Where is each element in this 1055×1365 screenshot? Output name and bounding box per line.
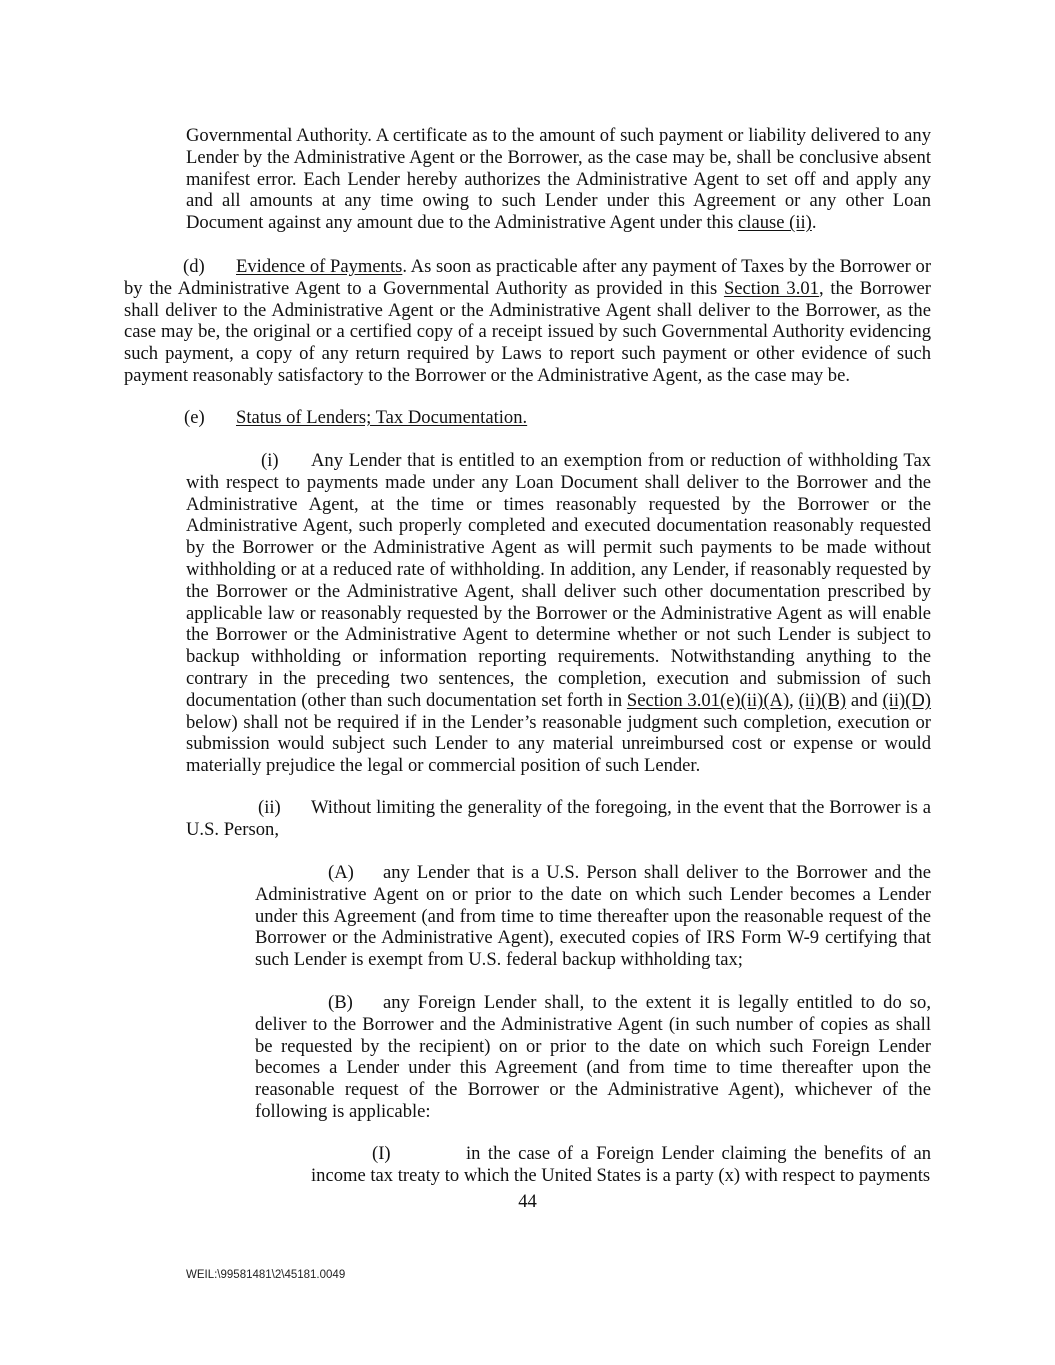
section-reference-link: Section 3.01(e)(ii)(A): [626, 689, 790, 711]
paragraph-text: Governmental Authority. A certificate as to the amount of such payment or liability delivered to any Lender by the Administrative Agent or the Borrower, as the case may be, shall be conclusive absent manifest error. Each Lender hereby authorizes the Administrative Agent to set off and apply any and all amounts at any time owing to such Lender under this Agreement or any other Loan Document against any amount due to the Administrative Agent under this: [186, 125, 931, 234]
separator-text: and: [846, 689, 883, 711]
clause-reference-link: clause (ii): [738, 212, 812, 234]
paragraph-A: [255, 862, 931, 971]
paragraph-text: , the Borrower shall deliver to the Administrative Agent or the Administrative Agent shall deliver to the Borrower, as the case may be, the original or a certified copy of a receipt issued by such Governmental Authority evidencing such payment, a copy of any return required by Laws to report such payment or other evidence of such payment reasonably satisfactory to the Borrower or the Administrative Agent, as the case may be.: [124, 277, 931, 386]
paragraph-text: Without limiting the generality of the foregoing, in the event that the Borrower is a U.S. Person,: [186, 797, 931, 840]
paragraph-label: (B): [328, 992, 353, 1013]
paragraph-B: [255, 992, 931, 1123]
paragraph-label: (d): [183, 256, 205, 277]
paragraph-label: (I): [372, 1143, 391, 1164]
separator-text: ,: [789, 689, 799, 711]
footer-document-id: WEIL:\99581481\2\45181.0049: [186, 1269, 346, 1281]
paragraph-label: (i): [261, 450, 279, 471]
paragraph-end: .: [811, 212, 817, 234]
paragraph-label: (A): [328, 862, 354, 883]
paragraph-text: any Lender that is a U.S. Person shall deliver to the Borrower and the Administrative Agent on or prior to the date on which such Lender becomes a Lender under this Agreement (and from time to time thereafter upon the reasonable request of the Borrower or the Administrative Agent), executed copies of IRS Form W-9 certifying that such Lender is exempt from U.S. federal backup withholding tax;: [255, 862, 931, 971]
page-number: 44: [518, 1191, 537, 1212]
paragraph-text: . As soon as practicable after any payment of Taxes by the Borrower or by the Administrative Agent to a Governmental Authority as provided in this: [124, 256, 932, 299]
paragraph-text: any Foreign Lender shall, to the extent it is legally entitled to do so, deliver to the Borrower and the Administrative Agent (in such number of copies as shall be requested by the recipient) on or prior to the date on which such Foreign Lender becomes a Lender under this Agreement (and from time to time thereafter upon the reasonable request of the Borrower or the Administrative Agent), whichever of the following is applicable:: [255, 992, 931, 1122]
paragraph-e-ii: [186, 797, 931, 841]
paragraph-label: (e): [184, 407, 205, 428]
paragraph-e-i: [186, 450, 931, 777]
paragraph-text: below) shall not be required if in the Lender’s reasonable judgment such completion, execution or submission would subject such Lender to any material unreimbursed cost or expense or would materially prejudice the legal or commercial position of such Lender.: [186, 711, 931, 777]
section-reference-link: (ii)(B): [798, 689, 847, 711]
paragraph-e-heading: [184, 407, 931, 429]
paragraph-c-continuation: [186, 125, 931, 234]
section-reference-link: (ii)(D): [882, 689, 931, 711]
paragraph-text: in the case of a Foreign Lender claiming the benefits of an income tax treaty to which the United States is a party (x) with respect to payments: [311, 1143, 931, 1186]
paragraph-I: [311, 1143, 931, 1187]
paragraph-d: [124, 256, 931, 387]
paragraph-text: Any Lender that is entitled to an exemption from or reduction of withholding Tax with respect to payments made under any Loan Document shall deliver to the Borrower and the Administrative Agent, at the time or times reasonably requested by the Borrower or the Administrative Agent, such properly completed and executed documentation reasonably requested by the Borrower or the Administrative Agent as will permit such payments to be made without withholding or at a reduced rate of withholding. In addition, any Lender, if reasonably requested by the Borrower or the Administrative Agent, shall deliver such other documentation prescribed by applicable law or reasonably requested by the Borrower or the Administrative Agent as will enable the Borrower or the Administrative Agent to determine whether or not such Lender is subject to backup withholding or information reporting requirements. Notwithstanding anything to the contrary in the preceding two sentences, the completion, execution and submission of such documentation (other than such documentation set forth in: [186, 450, 931, 711]
paragraph-label: (ii): [258, 797, 281, 818]
section-heading: Status of Lenders; Tax Documentation.: [236, 407, 528, 428]
section-reference-link: Section 3.01: [723, 277, 819, 299]
section-heading: Evidence of Payments: [236, 256, 403, 277]
